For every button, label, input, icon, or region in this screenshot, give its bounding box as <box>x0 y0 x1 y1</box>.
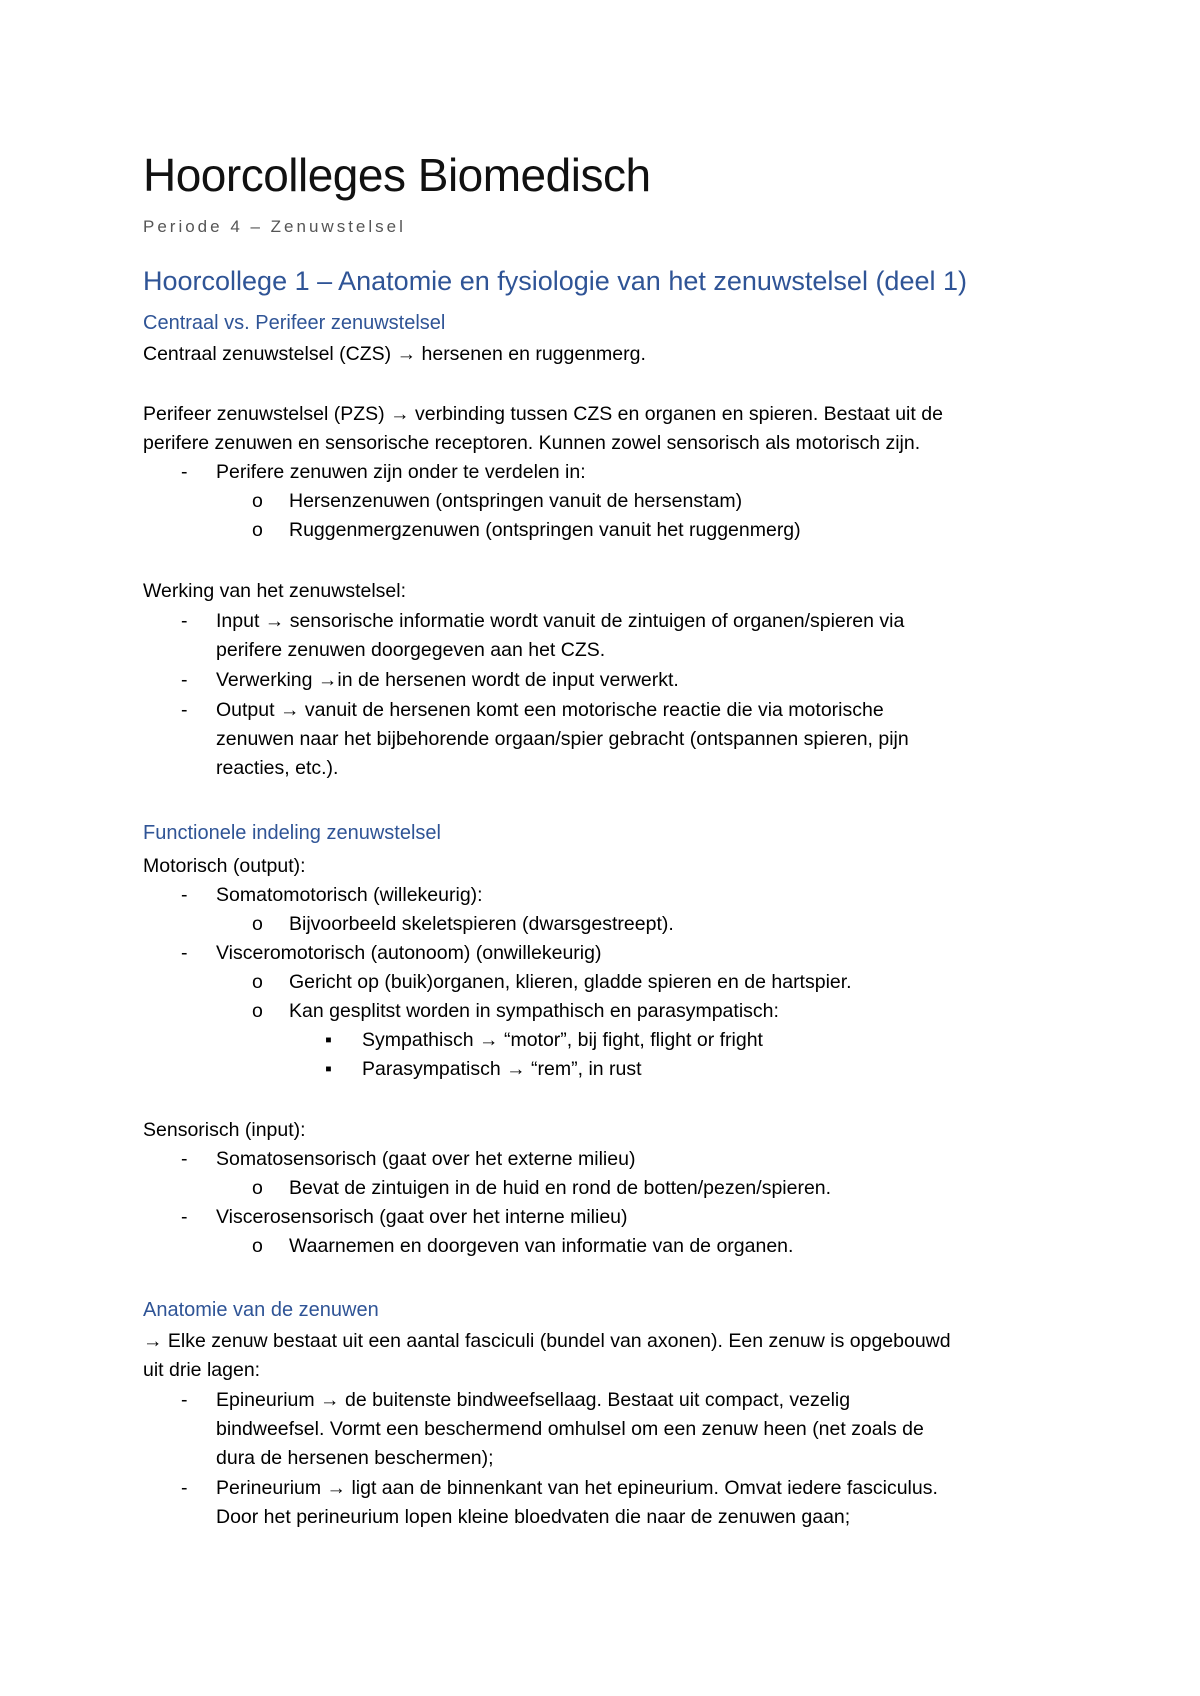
list-item: Sympathisch → “motor”, bij fight, flight or fright <box>362 1029 763 1051</box>
document-title: Hoorcolleges Biomedisch <box>143 149 651 201</box>
list-item-continuation: bindweefsel. Vormt een beschermend omhulsel om een zenuw heen (net zoals de <box>216 1418 924 1440</box>
list-item: Kan gesplitst worden in sympathisch en parasympatisch: <box>289 1000 779 1022</box>
circle-bullet: o <box>252 1235 263 1257</box>
dash-bullet: - <box>181 1389 188 1411</box>
list-item: Hersenzenuwen (ontspringen vanuit de hersenstam) <box>289 490 743 512</box>
square-bullet: ▪ <box>325 1058 332 1080</box>
paragraph-czs: Centraal zenuwstelsel (CZS) → hersenen en ruggenmerg. <box>143 343 646 365</box>
list-item-continuation: dura de hersenen beschermen); <box>216 1447 494 1469</box>
motorisch-label: Motorisch (output): <box>143 855 306 877</box>
list-item: Bevat de zintuigen in de huid en rond de botten/pezen/spieren. <box>289 1177 832 1199</box>
section-heading-anatomie: Anatomie van de zenuwen <box>143 1299 379 1321</box>
document-subtitle: Periode 4 – Zenuwstelsel <box>143 217 406 236</box>
list-item: Perifere zenuwen zijn onder te verdelen in: <box>216 461 586 483</box>
lecture-heading: Hoorcollege 1 – Anatomie en fysiologie van het zenuwstelsel (deel 1) <box>143 266 967 296</box>
dash-bullet: - <box>181 1148 188 1170</box>
list-item: Epineurium → de buitenste bindweefsellaag. Bestaat uit compact, vezelig <box>216 1389 851 1411</box>
list-item: Perineurium → ligt aan de binnenkant van het epineurium. Omvat iedere fasciculus. <box>216 1477 938 1499</box>
list-item: Parasympatisch → “rem”, in rust <box>362 1058 642 1080</box>
circle-bullet: o <box>252 971 263 993</box>
circle-bullet: o <box>252 913 263 935</box>
dash-bullet: - <box>181 942 188 964</box>
werking-label: Werking van het zenuwstelsel: <box>143 580 407 602</box>
dash-bullet: - <box>181 461 188 483</box>
dash-bullet: - <box>181 884 188 906</box>
section-heading-centraal: Centraal vs. Perifeer zenuwstelsel <box>143 312 446 334</box>
list-item-continuation: perifere zenuwen doorgegeven aan het CZS. <box>216 639 606 661</box>
list-item: Bijvoorbeeld skeletspieren (dwarsgestreept). <box>289 913 674 935</box>
circle-bullet: o <box>252 1000 263 1022</box>
sensorisch-label: Sensorisch (input): <box>143 1119 306 1141</box>
dash-bullet: - <box>181 669 188 691</box>
circle-bullet: o <box>252 1177 263 1199</box>
list-item-continuation: Door het perineurium lopen kleine bloedvaten die naar de zenuwen gaan; <box>216 1506 851 1528</box>
section-heading-functionele: Functionele indeling zenuwstelsel <box>143 822 441 844</box>
anatomie-intro-line2: uit drie lagen: <box>143 1359 261 1381</box>
dash-bullet: - <box>181 699 188 721</box>
list-item: Visceromotorisch (autonoom) (onwillekeurig) <box>216 942 602 964</box>
list-item: Input → sensorische informatie wordt vanuit de zintuigen of organen/spieren via <box>216 610 905 632</box>
list-item: Gericht op (buik)organen, klieren, gladde spieren en de hartspier. <box>289 971 852 993</box>
dash-bullet: - <box>181 1206 188 1228</box>
list-item: Waarnemen en doorgeven van informatie van de organen. <box>289 1235 794 1257</box>
list-item-continuation: reacties, etc.). <box>216 757 339 779</box>
list-item-continuation: zenuwen naar het bijbehorende orgaan/spier gebracht (ontspannen spieren, pijn <box>216 728 909 750</box>
paragraph-pzs-line2: perifere zenuwen en sensorische receptoren. Kunnen zowel sensorisch als motorisch zijn. <box>143 432 921 454</box>
paragraph-pzs-line1: Perifeer zenuwstelsel (PZS) → verbinding tussen CZS en organen en spieren. Bestaat uit de <box>143 403 943 425</box>
circle-bullet: o <box>252 490 263 512</box>
circle-bullet: o <box>252 519 263 541</box>
list-item: Viscerosensorisch (gaat over het interne milieu) <box>216 1206 628 1228</box>
list-item: Somatomotorisch (willekeurig): <box>216 884 483 906</box>
list-item: Ruggenmergzenuwen (ontspringen vanuit het ruggenmerg) <box>289 519 801 541</box>
square-bullet: ▪ <box>325 1029 332 1051</box>
dash-bullet: - <box>181 610 188 632</box>
dash-bullet: - <box>181 1477 188 1499</box>
list-item: Output → vanuit de hersenen komt een motorische reactie die via motorische <box>216 699 884 721</box>
list-item: Verwerking →in de hersenen wordt de input verwerkt. <box>216 669 679 691</box>
list-item: Somatosensorisch (gaat over het externe milieu) <box>216 1148 636 1170</box>
anatomie-intro-line1: → Elke zenuw bestaat uit een aantal fasciculi (bundel van axonen). Een zenuw is opgebouwd <box>143 1330 951 1352</box>
